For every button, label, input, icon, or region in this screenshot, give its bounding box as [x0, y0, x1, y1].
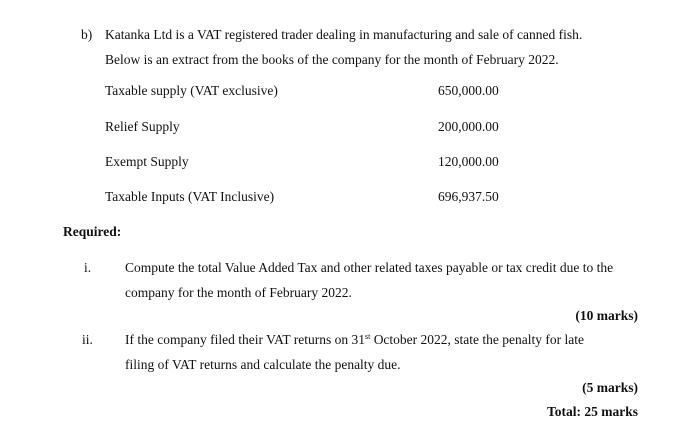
extract-item: Taxable Inputs (VAT Inclusive)	[105, 189, 275, 204]
part-numeral: ii.	[82, 332, 93, 347]
part-marks: (10 marks)	[575, 308, 638, 323]
extract-amount: 696,937.50	[438, 189, 499, 204]
intro-line-1: Katanka Ltd is a VAT registered trader dealing in manufacturing and sale of canned fish.	[105, 27, 583, 42]
part-text-before: If the company filed their VAT returns on 31	[125, 332, 365, 347]
part-text-line-1	[125, 332, 584, 348]
part-marks: (5 marks)	[582, 380, 638, 395]
extract-item: Relief Supply	[105, 119, 180, 134]
part-text-line-2: company for the month of February 2022.	[125, 285, 352, 300]
extract-amount: 650,000.00	[438, 83, 499, 98]
extract-amount: 120,000.00	[438, 154, 499, 169]
ordinal-suffix: st	[364, 332, 371, 341]
question-label: b)	[81, 27, 93, 42]
extract-item: Exempt Supply	[105, 154, 189, 169]
extract-amount: 200,000.00	[438, 119, 499, 134]
required-heading: Required:	[63, 224, 122, 239]
part-text-line-1: Compute the total Value Added Tax and other related taxes payable or tax credit due to the	[125, 260, 614, 275]
part-text-after: October 2022, state the penalty for late	[370, 332, 584, 347]
extract-item: Taxable supply (VAT exclusive)	[105, 83, 278, 98]
total-marks: Total: 25 marks	[546, 404, 638, 419]
part-numeral: i.	[84, 260, 92, 275]
intro-line-2: Below is an extract from the books of the company for the month of February 2022.	[105, 52, 559, 67]
part-text-line-2: filing of VAT returns and calculate the penalty due.	[125, 357, 401, 372]
